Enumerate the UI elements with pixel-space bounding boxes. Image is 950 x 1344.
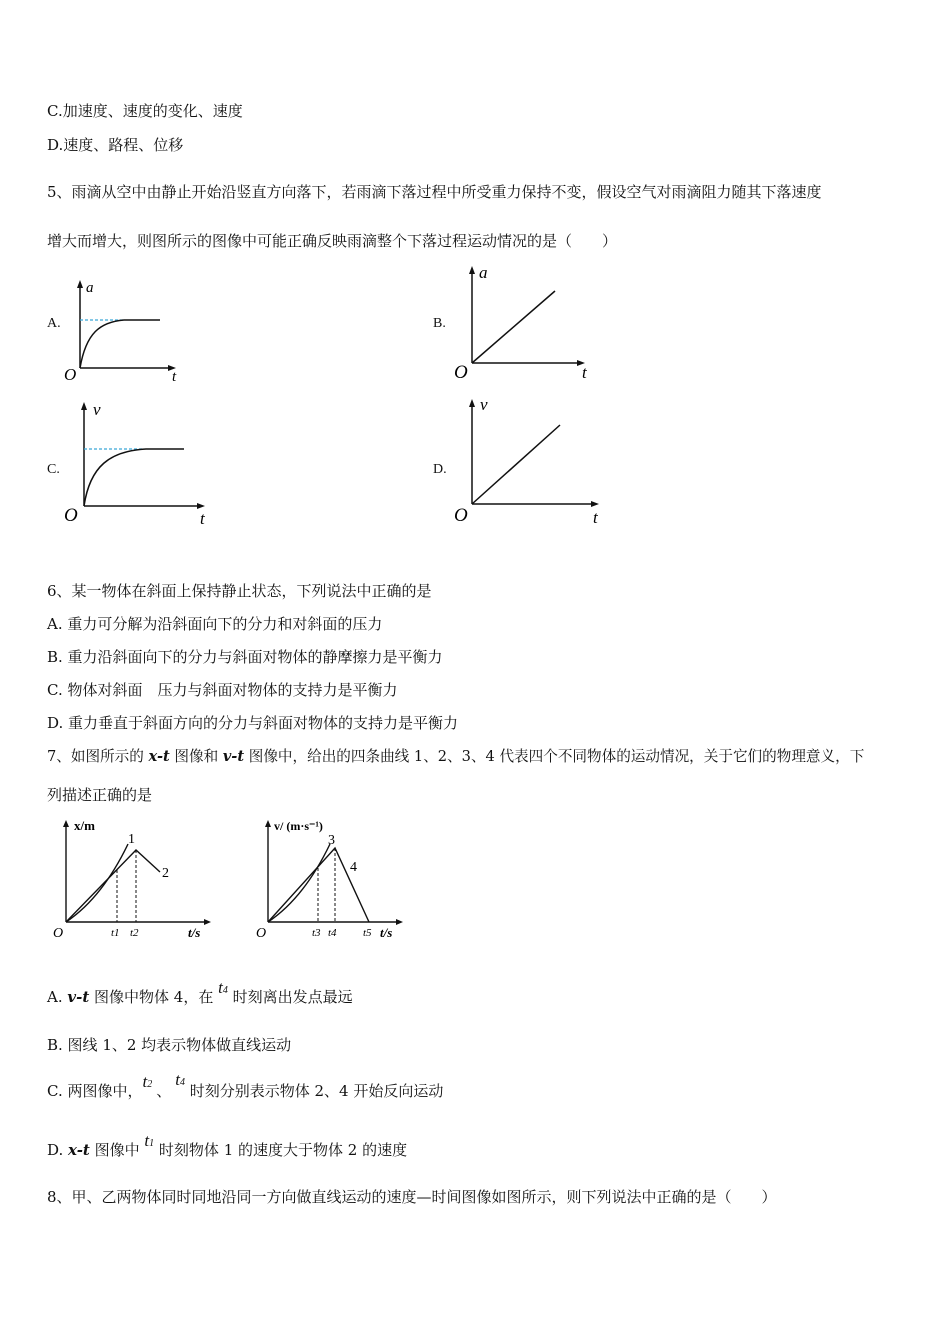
q7-option-d: D. x-t 图像中 t1 时刻物体 1 的速度大于物体 2 的速度: [47, 1131, 408, 1159]
q6-option-d: D. 重力垂直于斜面方向的分力与斜面对物体的支持力是平衡力: [47, 714, 459, 732]
q6-option-c: C. 物体对斜面 压力与斜面对物体的支持力是平衡力: [47, 681, 398, 699]
q5-stem-line1: 5、雨滴从空中由静止开始沿竖直方向落下，若雨滴下落过程中所受重力保持不变，假设空气对雨滴阻力随其下落速度: [47, 183, 822, 201]
q7d-t1-symbol: t1: [144, 1131, 155, 1150]
q5-label-b: B.: [433, 316, 446, 331]
q7xt-ylabel: x/m: [74, 818, 95, 833]
q7-option-a: A. v-t 图像中物体 4，在 t4 时刻离出发点最远: [47, 978, 353, 1006]
q5d-ylabel: v: [480, 395, 488, 414]
q4-option-d: D.速度、路程、位移: [47, 136, 184, 154]
q5-label-d: D.: [433, 462, 447, 477]
q5-stem-line2: 增大而增大，则图所示的图像中可能正确反映雨滴整个下落过程运动情况的是（ ）: [47, 232, 618, 250]
q7vt-tick-t4: t4: [328, 927, 337, 939]
q7a-t4-symbol: t4: [218, 978, 228, 997]
q7-option-c: C. 两图像中，t2 、t4 时刻分别表示物体 2、4 开始反向运动: [47, 1070, 444, 1100]
q5b-origin: O: [454, 362, 468, 383]
q5a-ylabel: a: [86, 280, 94, 296]
q7xt-curve2: 2: [162, 866, 169, 881]
q7xt-tick-t2: t2: [130, 927, 139, 939]
q7vt-tick-t5: t5: [363, 927, 372, 939]
q7c-t4-symbol: t4: [175, 1070, 185, 1089]
q5b-ylabel: a: [479, 263, 488, 282]
q7vt-curve3: 3: [328, 833, 335, 848]
q7-graph-vt: [252, 816, 422, 941]
q5-graph-d: [452, 395, 612, 527]
q5d-origin: O: [454, 505, 468, 526]
q7xt-xlabel: t/s: [188, 925, 201, 940]
q7-graph-xt: [50, 816, 220, 941]
q7xt-origin: O: [53, 926, 64, 941]
q8-stem: 8、甲、乙两物体同时同地沿同一方向做直线运动的速度—时间图像如图所示，则下列说法中正确的是（ ）: [47, 1188, 777, 1206]
q7c-t2-symbol: t2: [142, 1072, 153, 1091]
q5a-origin: O: [64, 365, 77, 384]
q5-graph-a: [60, 278, 190, 383]
q6-option-a: A. 重力可分解为沿斜面向下的分力和对斜面的压力: [47, 615, 383, 633]
q7xt-curve1: 1: [128, 832, 135, 847]
q6-stem: 6、某一物体在斜面上保持静止状态，下列说法中正确的是: [47, 582, 432, 600]
q5-graph-b: [452, 263, 602, 383]
q7vt-curve4: 4: [350, 860, 357, 875]
q7-option-b: B. 图线 1、2 均表示物体做直线运动: [47, 1036, 292, 1054]
q5-label-c: C.: [47, 462, 60, 477]
q4-option-c: C.加速度、速度的变化、速度: [47, 102, 243, 120]
q5b-xlabel: t: [582, 363, 587, 382]
q7vt-ylabel: v/ (m·s⁻¹): [274, 819, 323, 833]
q5d-xlabel: t: [593, 508, 598, 527]
q5c-xlabel: t: [200, 509, 205, 528]
q7xt-tick-t1: t1: [111, 927, 120, 939]
q7vt-xlabel: t/s: [380, 925, 393, 940]
q5c-origin: O: [64, 505, 78, 526]
q7vt-tick-t3: t3: [312, 927, 321, 939]
q5a-xlabel: t: [172, 369, 177, 385]
q7vt-origin: O: [256, 926, 267, 941]
q6-option-b: B. 重力沿斜面向下的分力与斜面对物体的静摩擦力是平衡力: [47, 648, 443, 666]
q7-stem-line1: 7、如图所示的 x-t 图像和 v-t 图像中，给出的四条曲线 1、2、3、4 代表四个不同物体的运动情况，关于它们的物理意义，下: [47, 748, 865, 765]
q5c-ylabel: v: [93, 400, 101, 419]
q7-stem-line2: 列描述正确的是: [47, 786, 153, 804]
q5-label-a: A.: [47, 316, 61, 331]
q5-graph-c: [62, 398, 222, 528]
